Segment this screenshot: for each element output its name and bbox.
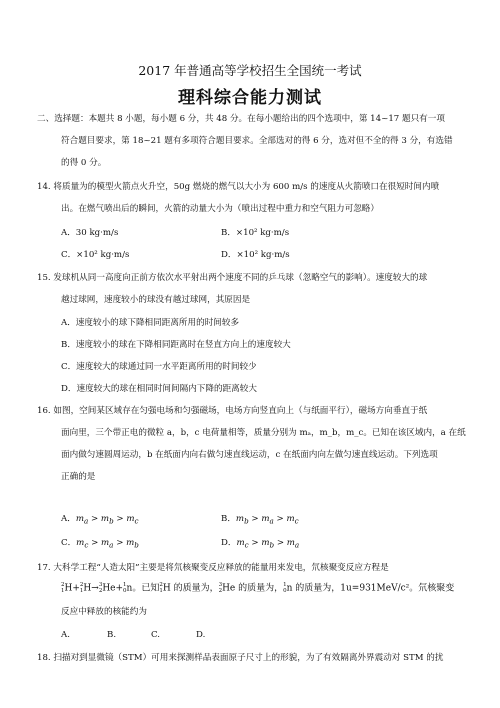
exam-subtitle: 理科综合能力测试 — [178, 88, 322, 108]
q15-option-c: C．速度较大的球通过同一水平距离所用的时间较少 — [61, 362, 257, 372]
q16-stem-line-1: 16. 如图，空间某区域存在匀强电场和匀强磁场，电场方向竖直向上（与纸面平行），磁场方向垂直于纸 — [37, 406, 428, 416]
q16-option-d: D．$m_c > m_b > m_a$ — [221, 538, 300, 550]
q15-option-a: A．速度较小的球下降相同距离所用的时间较多 — [61, 318, 240, 328]
section-intro-line-3: 的得 0 分。 — [61, 158, 107, 168]
q16-option-a: A．$m_a > m_b > m_c$ — [61, 514, 139, 526]
q16-option-b: B．$m_b > m_a > m_c$ — [221, 514, 299, 526]
q14-option-d: D．×10² kg·m/s — [221, 250, 290, 260]
q15-stem-line-2: 越过球网，速度较小的球没有越过球网，其原因是 — [61, 295, 251, 305]
q16-stem-line-3: 面内做匀速圆周运动，b 在纸面内向右做匀速直线运动，c 在纸面内向左做匀速直线运动。下列选项 — [61, 450, 438, 460]
q14-option-c: C．×10² kg·m/s — [61, 250, 130, 260]
q14-option-a: A．30 kg·m/s — [61, 228, 119, 238]
exam-title: 2017 年普通高等学校招生全国统一考试 — [138, 63, 362, 78]
section-intro-line-1: 二、选择题：本题共 8 小题，每小题 6 分，共 48 分。在每小题给出的四个选项中，第 14~17 题只有一项 — [37, 114, 445, 124]
q17-stem-line-3: 反应中释放的核能约为 — [61, 607, 147, 617]
q14-option-b: B．×10² kg·m/s — [221, 228, 290, 238]
q17-option-d: D. — [196, 630, 206, 640]
q17-fusion-equation: 2 1 H+ 2 1 H→ 3 2 He+ 1 0 n。已知 2 1 H 的质量为， 3 2 He 的质量为， 1 0 n 的质量为，1u=931MeV/c²。氘核聚变 — [61, 582, 455, 594]
section-intro-line-2: 符合题目要求，第 18~21 题有多项符合题目要求。全部选对的得 6 分，选对但不全的得 3 分，有选错 — [61, 136, 453, 146]
q17-option-b: B. — [107, 630, 117, 640]
q15-option-d: D．速度较大的球在相同时间间隔内下降的距离较大 — [61, 384, 257, 394]
q15-option-b: B．速度较小的球在下降相同距离时在竖直方向上的速度较大 — [61, 340, 291, 350]
q16-stem-line-4: 正确的是 — [61, 472, 96, 482]
q18-stem-line-1: 18. 扫描对到显微镜（STM）可用来探测样品表面原子尺寸上的形貌，为了有效隔离外界震动对 STM 的扰 — [37, 653, 444, 663]
q17-option-c: C. — [151, 630, 161, 640]
q16-option-c: C．$m_c > m_a > m_b$ — [61, 538, 139, 550]
q14-stem-line-2: 出。在燃气喷出后的瞬间，火箭的动量大小为（喷出过程中重力和空气阻力可忽略） — [61, 204, 379, 214]
q17-stem-line-1: 17. 大科学工程“人造太阳”主要是将氘核聚变反应释放的能量用来发电，氘核聚变反应方程是 — [37, 563, 389, 573]
q17-option-a: A. — [61, 630, 70, 640]
q15-stem-line-1: 15. 发球机从同一高度向正前方依次水平射出两个速度不同的乒乓球（忽略空气的影响）。速度较大的球 — [37, 273, 428, 283]
q14-stem-line-1: 14. 将质量为的模型火箭点火升空，50g 燃烧的燃气以大小为 600 m/s 的速度从火箭喷口在很短时间内喷 — [37, 182, 440, 192]
q16-stem-line-2: 面向里，三个带正电的微粒 a，b，c 电荷量相等，质量分别为 mₐ，m_b，m_c。已知在该区域内，a 在纸 — [61, 428, 466, 438]
